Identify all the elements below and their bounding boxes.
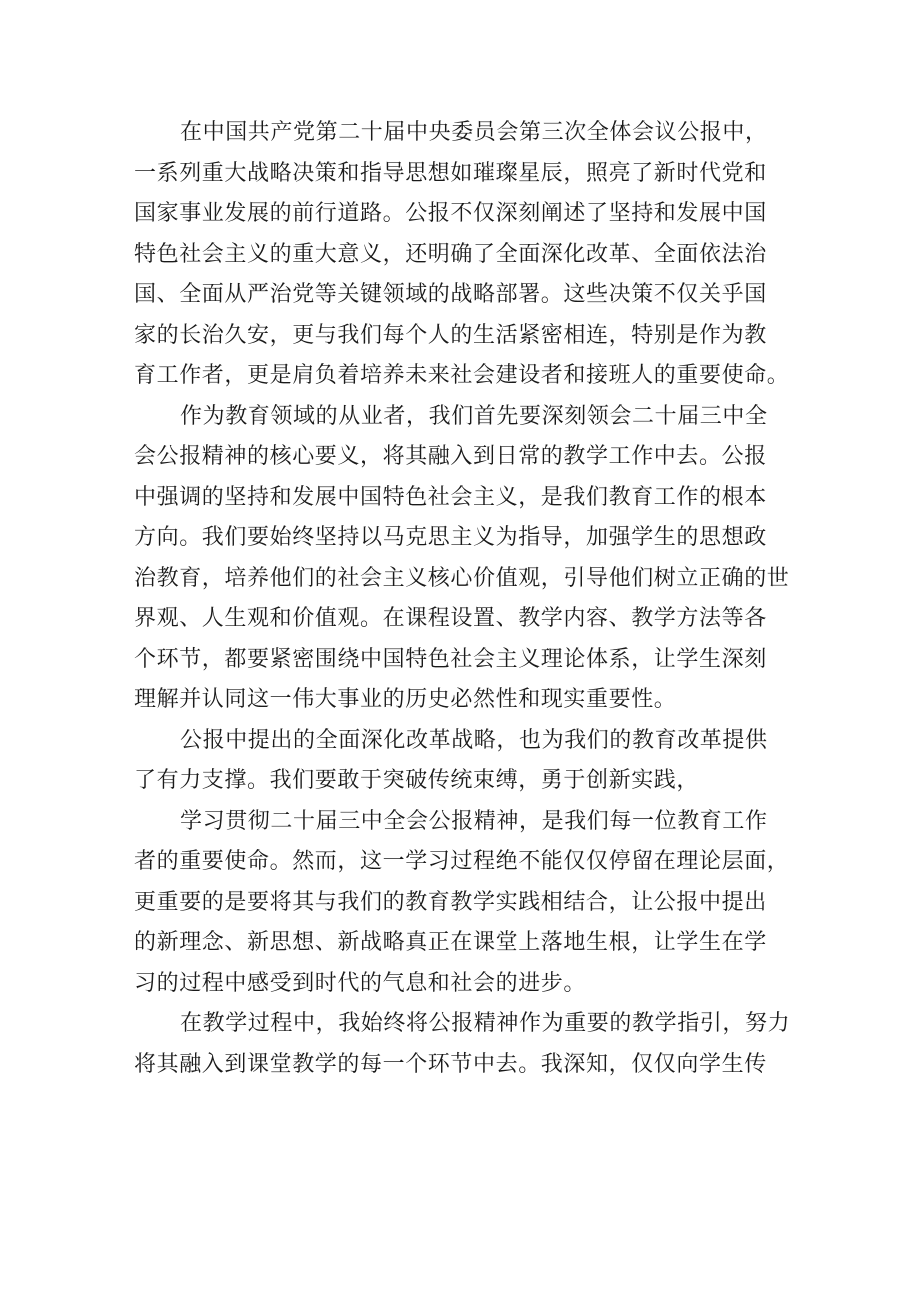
text-line: 方向。我们要始终坚持以马克思主义为指导，加强学生的思想政 bbox=[134, 525, 767, 550]
text-line: 界观、人生观和价值观。在课程设置、教学内容、教学方法等各 bbox=[134, 606, 767, 631]
text-line: 理解并认同这一伟大事业的历史必然性和现实重要性。 bbox=[134, 687, 677, 712]
text-line: 作为教育领域的从业者，我们首先要深刻领会二十届三中全 bbox=[180, 403, 768, 429]
text-line: 特色社会主义的重大意义，还明确了全面深化改革、全面依法治 bbox=[134, 241, 767, 267]
paragraph-3 bbox=[134, 721, 794, 802]
text-line: 更重要的是要将其与我们的教育教学实践相结合，让公报中提出 bbox=[134, 889, 767, 915]
paragraph-4 bbox=[134, 802, 794, 1005]
text-line: 个环节，都要紧密围绕中国特色社会主义理论体系，让学生深刻 bbox=[134, 646, 767, 672]
text-line: 一系列重大战略决策和指导思想如璀璨星辰，照亮了新时代党和 bbox=[134, 160, 767, 186]
text-line: 国家事业发展的前行道路。公报不仅深刻阐述了坚持和发展中国 bbox=[134, 201, 767, 226]
text-line: 会公报精神的核心要义，将其融入到日常的教学工作中去。公报 bbox=[134, 444, 767, 469]
text-line: 学习贯彻二十届三中全会公报精神，是我们每一位教育工作 bbox=[180, 808, 768, 834]
text-line: 在教学过程中，我始终将公报精神作为重要的教学指引，努力 bbox=[180, 1011, 791, 1036]
text-line: 育工作者，更是肩负着培养未来社会建设者和接班人的重要使命。 bbox=[134, 363, 790, 388]
paragraph-5 bbox=[134, 1004, 794, 1085]
text-line: 了有力支撑。我们要敢于突破传统束缚，勇于创新实践， bbox=[134, 768, 700, 793]
text-line: 在中国共产党第二十届中央委员会第三次全体会议公报中， bbox=[180, 120, 768, 145]
text-line: 的新理念、新思想、新战略真正在课堂上落地生根，让学生在学 bbox=[134, 930, 767, 955]
text-line: 公报中提出的全面深化改革战略，也为我们的教育改革提供 bbox=[180, 727, 768, 753]
text-line: 将其融入到课堂教学的每一个环节中去。我深知，仅仅向学生传 bbox=[134, 1051, 767, 1077]
paragraph-2 bbox=[134, 397, 794, 721]
text-line: 家的长治久安，更与我们每个人的生活紧密相连，特别是作为教 bbox=[134, 322, 767, 348]
text-line: 中强调的坚持和发展中国特色社会主义，是我们教育工作的根本 bbox=[134, 484, 767, 510]
text-line: 国、全面从严治党等关键领域的战略部署。这些决策不仅关乎国 bbox=[134, 282, 767, 307]
text-line: 习的过程中感受到时代的气息和社会的进步。 bbox=[134, 970, 587, 996]
document-page bbox=[134, 113, 794, 1085]
text-line: 治教育，培养他们的社会主义核心价值观，引导他们树立正确的世 bbox=[134, 565, 790, 591]
text-line: 者的重要使命。然而，这一学习过程绝不能仅仅停留在理论层面， bbox=[134, 849, 790, 874]
paragraph-1 bbox=[134, 113, 794, 397]
